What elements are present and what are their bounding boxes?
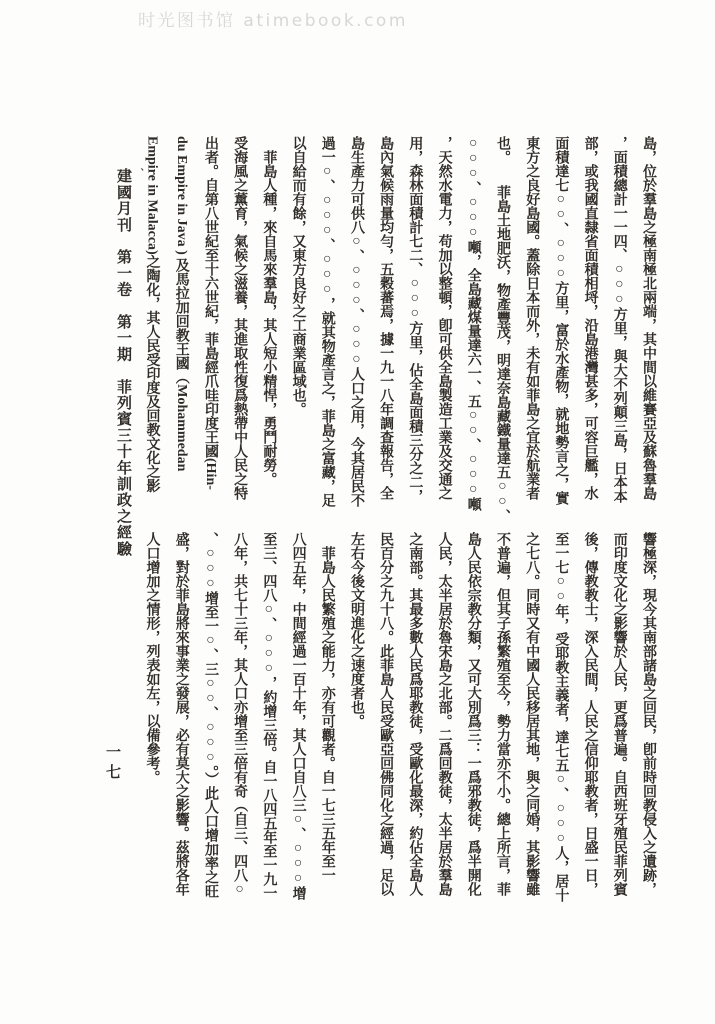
- text-column: 響極深，現今其南部諸島之回民，卽前時回教侵入之遺跡，: [641, 532, 656, 896]
- text-column: 過一○、○○○、○○○，就其物產言之，菲島之富藏，足: [319, 136, 335, 507]
- journal-title: 建國月刊 第一卷 第一期 菲列賓三十年訓政之經驗: [115, 168, 131, 557]
- page-number: 一七: [104, 744, 120, 784]
- text-column: 至三、四八○、○○○，約增三倍。自一八四五年至一九一: [261, 532, 277, 900]
- text-column: 島內氣候雨量均勻，五穀蕃焉，據一九一八年調查報告，全: [378, 136, 394, 500]
- text-band-top: [137, 136, 663, 528]
- text-column: 部，或我國直隸省面積相埒，沿島港灣甚多，可容巨艦，水: [582, 136, 598, 500]
- text-column: ，面積總計一一四、○○○方里，與大不列顛三島，日本本: [611, 136, 627, 503]
- text-column: 用，森林面積計七二、○○○方里，佔全島面積三分之二，: [407, 136, 423, 503]
- text-column: ，天然水電力，苟加以整頓，卽可供全島製造工業及交通之: [436, 136, 452, 500]
- text-column: 島人民依宗教分類，又可大別爲三：一爲邪教徒，爲半開化: [465, 532, 481, 896]
- text-column: 也。 菲島土地肥沃，物產豐茂，明達奈島藏鐵量達五○○、: [494, 136, 510, 523]
- text-column: 面積達七○○、○○○方里，富於水產物，就地勢言之，實: [553, 136, 569, 505]
- text-column: 而印度文化之影響於人民，更爲普遍。自西班牙殖民菲列賓: [611, 532, 627, 896]
- text-column: 出者。自第八世紀至十六世紀，菲島經爪哇印度王國(Hin-: [202, 136, 218, 490]
- text-column: 之七八。同時又有中國人民移居其地，與之同婚，其影響雖: [524, 532, 540, 896]
- text-column: 八年，共七十三年，其人口亦增至三倍有奇（自三、四八○: [232, 532, 248, 897]
- text-column: 島，位於羣島之極南極北兩端，其中間以維賽亞及蘇魯羣島: [641, 136, 656, 500]
- sidebar-mark: 、: [134, 168, 144, 177]
- text-column: 八四五年，中間經過一百十年，其人口自八三○、○○○增: [290, 532, 306, 900]
- text-column: 受海風之薰育，氣候之滋養，其進取性復爲熱帶中人民之特: [232, 136, 248, 500]
- text-column: 、○○○增至一○、三○○、○○○。）此人口增加率之旺: [202, 532, 218, 898]
- text-column: 至一七○○年，受耶教主義者，達七五○、○○○人，居十: [553, 532, 569, 902]
- text-column: 人口增加之情形，列表如左，以備參考。: [144, 532, 160, 784]
- text-column: 左右今後文明進化之速度者也。: [348, 532, 364, 728]
- text-column: 以自給而有餘，又東方良好之工商業區域也。: [290, 136, 306, 416]
- text-column: 東方之良好島國。蓋除日本而外，未有如菲島之宜於航業者: [524, 136, 540, 500]
- text-column: 人民，太半居於魯宋島之北部。二爲回教徒，太半居於羣島: [436, 532, 452, 896]
- text-column: 盛，對於菲島將來事業之發展，必有莫大之影響。茲將各年: [173, 532, 189, 896]
- text-column: 菲島人民繁殖之能力，亦有可觀者。自一七三五年至一: [319, 532, 335, 882]
- text-column: Empire in Malacca)之陶化，其人民受印度及回教文化之影: [144, 136, 160, 493]
- text-column: ○○○、○○○噸，全島藏煤量達六一、五○○、○○○噸: [465, 136, 481, 511]
- site-watermark: 时光图书馆 atimebook.com: [138, 11, 408, 31]
- text-band-bottom: [137, 532, 663, 924]
- text-column: 不普遍，但其子孫繁殖至今，勢力當亦不小。總上所言，菲: [494, 532, 510, 896]
- journal-sidebar: [112, 168, 144, 557]
- text-column: 民百分之九十八。此菲島人民受歐亞回佛同化之經過，足以: [378, 532, 394, 896]
- text-column: 後，傳教教士，深入民間，人民之信仰耶教者，日盛一日，: [582, 532, 598, 896]
- text-column: 島生產力可供八○、○○○、○○○人口之用，今其居民不: [348, 136, 364, 507]
- text-column: 之南部。其最多數人民爲耶教徒，受歐化最深，約佔全島人: [407, 532, 423, 896]
- text-column: du Empire in Java ) 及馬拉加回教王國（Mohammedan: [173, 136, 189, 472]
- text-column: 菲島人種，來自馬來羣島，其人短小精悍，勇鬥耐勞。: [261, 136, 277, 486]
